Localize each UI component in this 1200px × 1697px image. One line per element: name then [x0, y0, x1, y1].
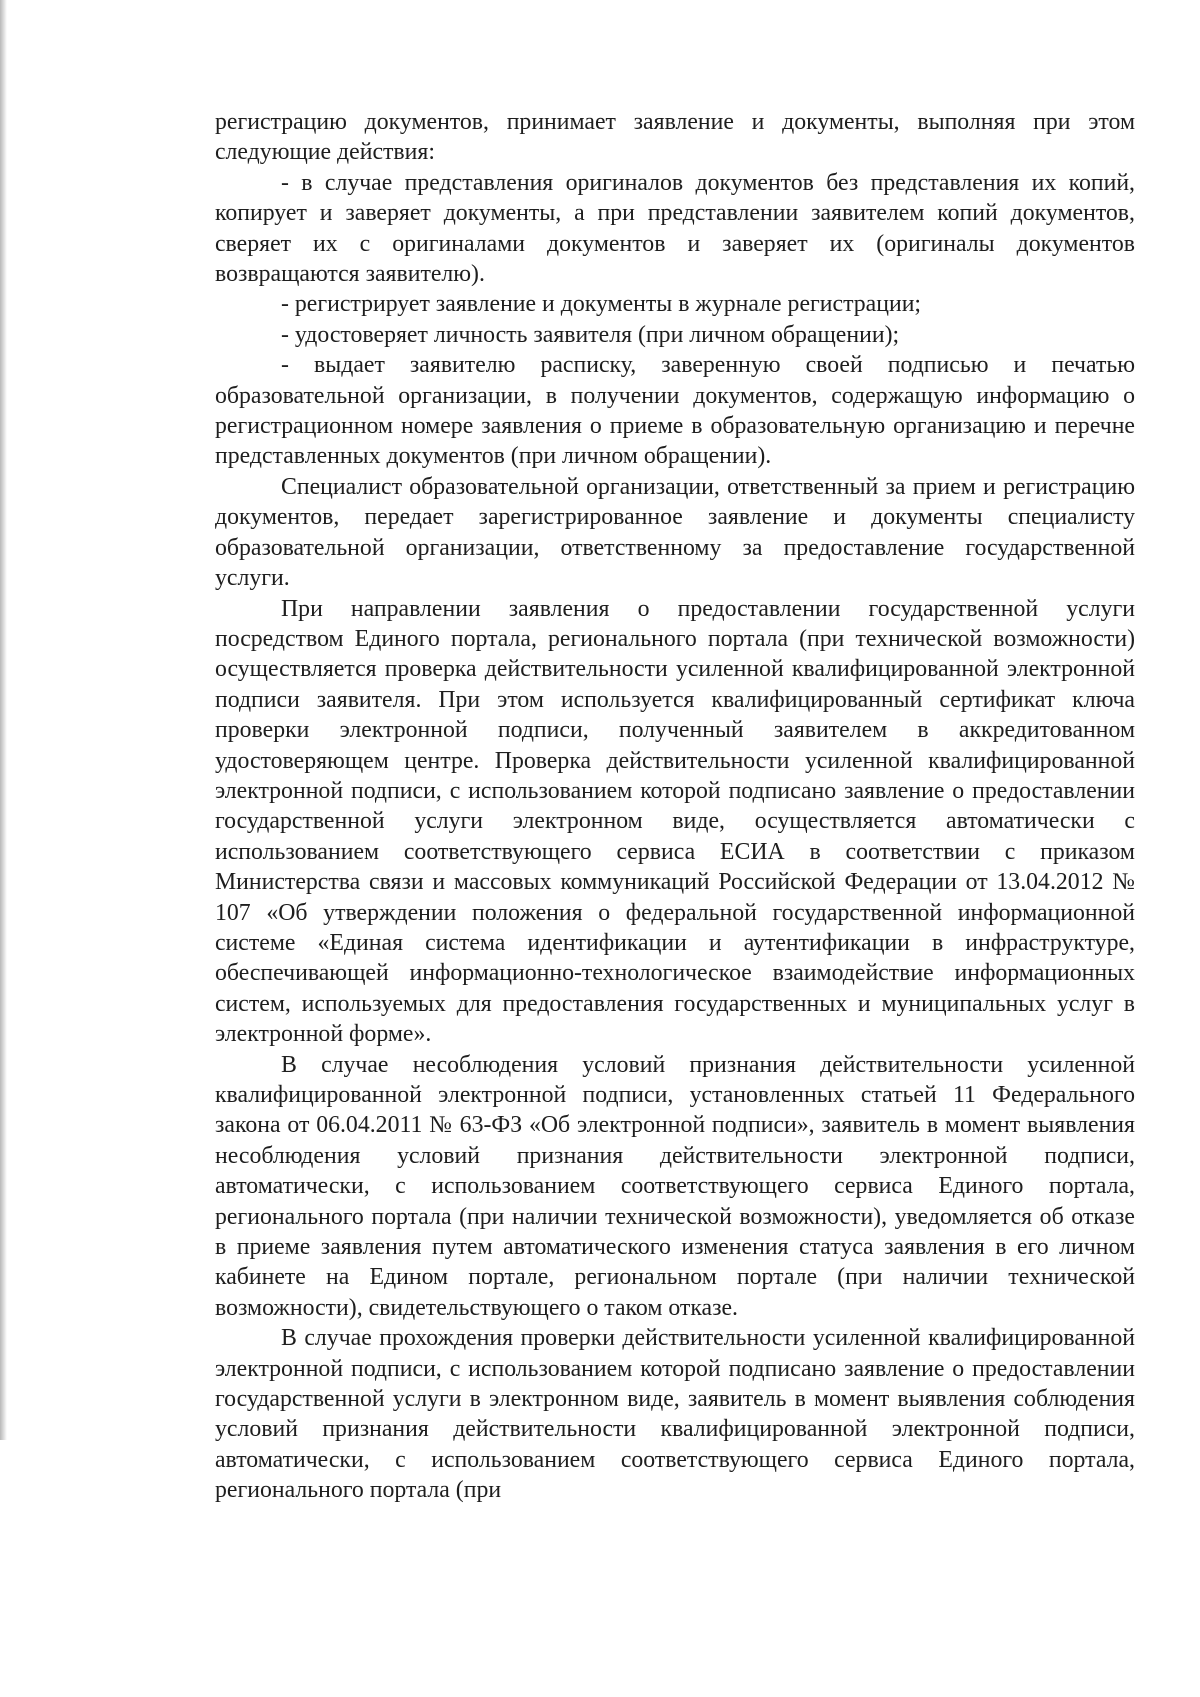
paragraph-register: - регистрирует заявление и документы в журнале регистрации;	[281, 291, 922, 318]
paragraph-copy-documents: - в случае представления оригиналов документов без представления их копий, копирует и заверяет документы, а при представлении заявителем копий документов, сверяет их с оригиналами документов и заверяет их (оригиналы документов возвращаются заявителю).	[215, 169, 1135, 288]
paragraph-specialist: Специалист образовательной организации, ответственный за прием и регистрацию документов, передает зарегистрированное заявление и документы специалисту образовательной организации, ответственному за предоставление государственной услуги.	[215, 473, 1135, 592]
paragraph-signature-success: В случае прохождения проверки действительности усиленной квалифицированной электронной подписи, с использованием которой подписано заявление о предоставлении государственной услуги в электронном виде, заявитель в момент выявления соблюдения условий признания действительности квалифицированной электронной подписи, автоматически, с использованием соответствующего сервиса Единого портала, регионального портала (при	[215, 1325, 1135, 1504]
paragraph-receipt: - выдает заявителю расписку, заверенную своей подписью и печатью образовательной организации, в получении документов, содержащую информацию о регистрационном номере заявления о приеме в образовательную организацию и перечне представленных документов (при личном обращении).	[215, 352, 1135, 470]
scan-edge-shadow	[0, 0, 7, 1440]
paragraph-identity: - удостоверяет личность заявителя (при личном обращении);	[281, 321, 900, 348]
paragraph-continuation: регистрацию документов, принимает заявление и документы, выполняя при этом следующие действия:	[215, 109, 1135, 166]
document-page	[215, 107, 1135, 1506]
paragraph-portal-verification: При направлении заявления о предоставлении государственной услуги посредством Единого портала, регионального портала (при технической возможности) осуществляется проверка действительности усиленной квалифицированной электронной подписи заявителя. При этом используется квалифицированный сертификат ключа проверки электронной подписи, полученный заявителем в аккредитованном удостоверяющем центре. Проверка действительности усиленной квалифицированной электронной подписи, с использованием которой подписано заявление о предоставлении государственной услуги электронном виде, осуществляется автоматически с использованием соответствующего сервиса ЕСИА в соответствии с приказом Министерства связи и массовых коммуникаций Российской Федерации от 13.04.2012 № 107 «Об утверждении положения о федеральной государственной информационной системе «Единая система идентификации и аутентификации в инфраструктуре, обеспечивающей информационно-технологическое взаимодействие информационных систем, используемых для предоставления государственных и муниципальных услуг в электронной форме».	[215, 595, 1135, 1048]
paragraph-signature-failure: В случае несоблюдения условий признания действительности усиленной квалифицированной электронной подписи, установленных статьей 11 Федерального закона от 06.04.2011 № 63-ФЗ «Об электронной подписи», заявитель в момент выявления несоблюдения условий признания действительности электронной подписи, автоматически, с использованием соответствующего сервиса Единого портала, регионального портала (при наличии технической возможности), уведомляется об отказе в приеме заявления путем автоматического изменения статуса заявления в его личном кабинете на Едином портале, региональном портале (при наличии технической возможности), свидетельствующего о таком отказе.	[215, 1051, 1135, 1321]
